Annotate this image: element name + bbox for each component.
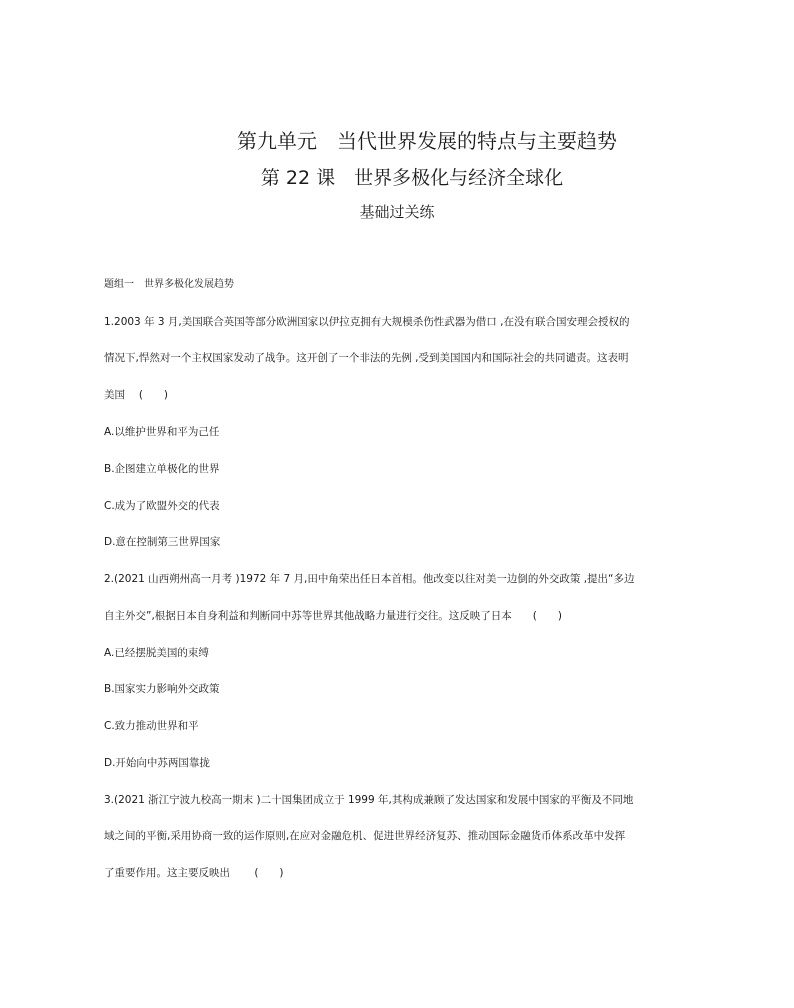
question-2-option-b: B.国家实力影响外交政策 (104, 683, 220, 695)
question-2-option-c: C.致力推动世界和平 (104, 720, 199, 732)
question-1-option-c: C.成为了欧盟外交的代表 (104, 500, 220, 512)
question-3-stem-line-3: 了重要作用。这主要反映出 ( ) (104, 867, 284, 879)
question-1-stem-line-1: 1.2003 年 3 月,美国联合英国等部分欧洲国家以伊拉克拥有大规模杀伤性武器为借口 ,在没有联合国安理会授权的 (104, 316, 630, 328)
question-2-stem-line-2: 自主外交”,根据日本自身利益和判断同中苏等世界其他战略力量进行交往。这反映了日本 ( ) (104, 610, 562, 622)
question-1-option-d: D.意在控制第三世界国家 (104, 536, 221, 548)
section-title: 基础过关练 (359, 203, 435, 221)
question-1-option-a: A.以维护世界和平为己任 (104, 426, 220, 438)
question-1-option-b: B.企图建立单极化的世界 (104, 463, 220, 475)
question-2-stem-line-1: 2.(2021 山西朔州高一月考 )1972 年 7 月,田中角荣出任日本首相。他改变以往对美一边倒的外交政策 ,提出“多边 (104, 573, 635, 585)
question-2-option-d: D.开始向中苏两国靠拢 (104, 757, 210, 769)
question-2-option-a: A.已经摆脱美国的束缚 (104, 647, 209, 659)
lesson-title: 第 22 课 世界多极化与经济全球化 (260, 167, 564, 189)
question-1-stem-line-3: 美国 ( ) (104, 389, 169, 401)
question-3-stem-line-1: 3.(2021 浙江宁波九校高一期末 )二十国集团成立于 1999 年,其构成兼顾了发达国家和发展中国家的平衡及不同地 (104, 794, 634, 806)
question-3-stem-line-2: 域之间的平衡,采用协商一致的运作原则,在应对金融危机、促进世界经济复苏、推动国际金融货币体系改革中发挥 (104, 830, 626, 842)
question-1-stem-line-2: 情况下,悍然对一个主权国家发动了战争。这开创了一个非法的先例 ,受到美国国内和国际社会的共同谴责。这表明 (104, 352, 629, 364)
unit-title: 第九单元 当代世界发展的特点与主要趋势 (237, 129, 617, 153)
question-group-title: 题组一 世界多极化发展趋势 (104, 279, 234, 290)
